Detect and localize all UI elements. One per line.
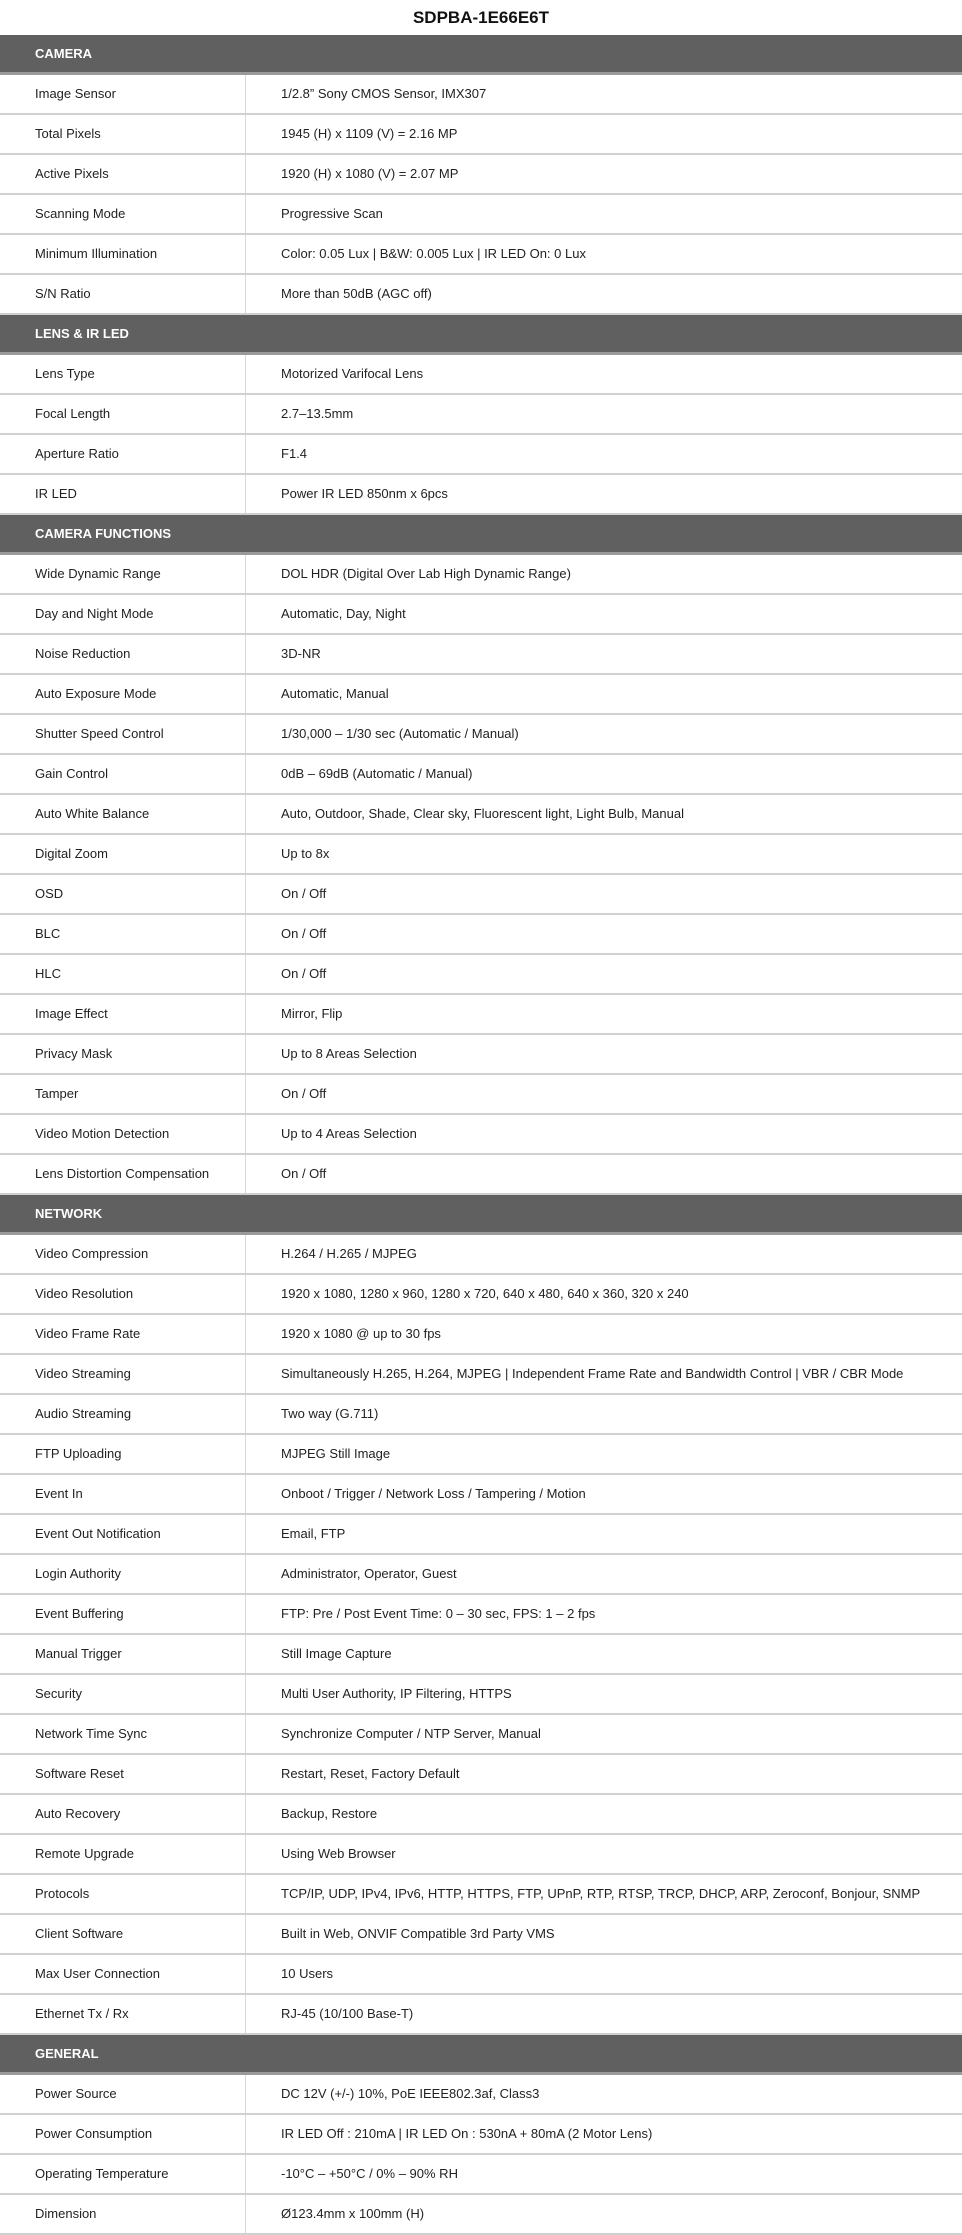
spec-label: Power Source: [0, 2075, 246, 2113]
section-camera-functions: [0, 515, 962, 1195]
spec-row: [0, 1115, 962, 1155]
spec-row: [0, 1235, 962, 1275]
spec-row: [0, 1275, 962, 1315]
spec-row: [0, 1835, 962, 1875]
spec-value: MJPEG Still Image: [281, 1446, 391, 1461]
spec-row: [0, 475, 962, 515]
spec-value: 3D-NR: [281, 646, 321, 661]
spec-row: [0, 1875, 962, 1915]
spec-row: [0, 795, 962, 835]
spec-row: [0, 635, 962, 675]
spec-label: Gain Control: [0, 755, 246, 793]
spec-value: Simultaneously H.265, H.264, MJPEG | Independent Frame Rate and Bandwidth Control | VBR / CBR Mode: [281, 1366, 904, 1381]
spec-row: [0, 1155, 962, 1195]
spec-row: [0, 555, 962, 595]
spec-label: Image Sensor: [0, 75, 246, 113]
spec-row: [0, 955, 962, 995]
spec-value: Email, FTP: [281, 1526, 346, 1541]
spec-value: Up to 8 Areas Selection: [281, 1046, 417, 1061]
spec-value: RJ-45 (10/100 Base-T): [281, 2006, 414, 2021]
spec-row: [0, 235, 962, 275]
spec-value: Automatic, Manual: [281, 686, 389, 701]
spec-row: [0, 1315, 962, 1355]
spec-value: Synchronize Computer / NTP Server, Manual: [281, 1726, 541, 1741]
spec-row: [0, 75, 962, 115]
spec-label: Privacy Mask: [0, 1035, 246, 1073]
spec-label: IR LED: [0, 475, 246, 513]
spec-value: Automatic, Day, Night: [281, 606, 406, 621]
spec-label: Operating Temperature: [0, 2155, 246, 2193]
spec-value: Up to 8x: [281, 846, 330, 861]
spec-row: [0, 1915, 962, 1955]
spec-row: [0, 395, 962, 435]
spec-label: Max User Connection: [0, 1955, 246, 1993]
spec-label: Focal Length: [0, 395, 246, 433]
spec-value: Backup, Restore: [281, 1806, 378, 1821]
section-network: [0, 1195, 962, 2035]
spec-value: 2.7–13.5mm: [281, 406, 354, 421]
spec-row: [0, 875, 962, 915]
spec-value: DC 12V (+/-) 10%, PoE IEEE802.3af, Class3: [281, 2086, 540, 2101]
spec-label: Shutter Speed Control: [0, 715, 246, 753]
spec-row: [0, 675, 962, 715]
spec-row: [0, 1755, 962, 1795]
spec-label: Ethernet Tx / Rx: [0, 1995, 246, 2033]
spec-row: [0, 2075, 962, 2115]
spec-value: Ø123.4mm x 100mm (H): [281, 2206, 425, 2221]
spec-label: Remote Upgrade: [0, 1835, 246, 1873]
spec-row: [0, 1395, 962, 1435]
spec-label: Video Resolution: [0, 1275, 246, 1313]
spec-label: OSD: [0, 875, 246, 913]
spec-value: On / Off: [281, 966, 327, 981]
spec-value: On / Off: [281, 926, 327, 941]
section-header: CAMERA: [0, 35, 962, 75]
spec-value: F1.4: [281, 446, 308, 461]
spec-label: Aperture Ratio: [0, 435, 246, 473]
spec-value: Multi User Authority, IP Filtering, HTTPS: [281, 1686, 512, 1701]
spec-value: Motorized Varifocal Lens: [281, 366, 424, 381]
section-header: GENERAL: [0, 2035, 962, 2075]
spec-label: Image Effect: [0, 995, 246, 1033]
spec-value: 1/30,000 – 1/30 sec (Automatic / Manual): [281, 726, 519, 741]
spec-row: [0, 1995, 962, 2035]
spec-label: Security: [0, 1675, 246, 1713]
spec-row: [0, 115, 962, 155]
spec-value: Power IR LED 850nm x 6pcs: [281, 486, 448, 501]
spec-value: DOL HDR (Digital Over Lab High Dynamic Range): [281, 566, 571, 581]
spec-row: [0, 755, 962, 795]
page-title: SDPBA-1E66E6T: [412, 8, 550, 27]
spec-value: Still Image Capture: [281, 1646, 392, 1661]
spec-row: [0, 1595, 962, 1635]
spec-row: [0, 1715, 962, 1755]
spec-label: Scanning Mode: [0, 195, 246, 233]
spec-label: Day and Night Mode: [0, 595, 246, 633]
spec-value: IR LED Off : 210mA | IR LED On : 530nA + 80mA (2 Motor Lens): [281, 2126, 653, 2141]
spec-row: [0, 195, 962, 235]
spec-row: [0, 1555, 962, 1595]
spec-value: H.264 / H.265 / MJPEG: [281, 1246, 417, 1261]
spec-value: 0dB – 69dB (Automatic / Manual): [281, 766, 473, 781]
spec-row: [0, 595, 962, 635]
spec-label: Event In: [0, 1475, 246, 1513]
spec-row: [0, 1355, 962, 1395]
spec-value: Built in Web, ONVIF Compatible 3rd Party VMS: [281, 1926, 555, 1941]
spec-label: Video Streaming: [0, 1355, 246, 1393]
spec-label: BLC: [0, 915, 246, 953]
spec-label: Software Reset: [0, 1755, 246, 1793]
spec-label: Client Software: [0, 1915, 246, 1953]
spec-label: Auto Exposure Mode: [0, 675, 246, 713]
spec-label: Protocols: [0, 1875, 246, 1913]
spec-row: [0, 1795, 962, 1835]
spec-value: On / Off: [281, 1086, 327, 1101]
spec-label: Video Frame Rate: [0, 1315, 246, 1353]
spec-label: Network Time Sync: [0, 1715, 246, 1753]
spec-row: [0, 1475, 962, 1515]
spec-label: HLC: [0, 955, 246, 993]
spec-row: [0, 715, 962, 755]
spec-label: Auto Recovery: [0, 1795, 246, 1833]
spec-value: TCP/IP, UDP, IPv4, IPv6, HTTP, HTTPS, FTP, UPnP, RTP, RTSP, TRCP, DHCP, ARP, Zeroconf, Bonjour, SNMP: [281, 1886, 921, 1901]
section-general: [0, 2035, 962, 2235]
spec-label: Digital Zoom: [0, 835, 246, 873]
spec-row: [0, 275, 962, 315]
spec-row: [0, 1035, 962, 1075]
spec-row: [0, 435, 962, 475]
spec-label: Total Pixels: [0, 115, 246, 153]
spec-value: Progressive Scan: [281, 206, 383, 221]
spec-row: [0, 1635, 962, 1675]
spec-value: 1945 (H) x 1109 (V) = 2.16 MP: [281, 126, 458, 141]
spec-value: Onboot / Trigger / Network Loss / Tampering / Motion: [281, 1486, 586, 1501]
spec-label: Auto White Balance: [0, 795, 246, 833]
spec-value: Two way (G.711): [281, 1406, 379, 1421]
spec-row: [0, 995, 962, 1035]
spec-label: Video Motion Detection: [0, 1115, 246, 1153]
spec-row: [0, 1955, 962, 1995]
spec-value: On / Off: [281, 886, 327, 901]
section-header: CAMERA FUNCTIONS: [0, 515, 962, 555]
spec-value: FTP: Pre / Post Event Time: 0 – 30 sec, FPS: 1 – 2 fps: [281, 1606, 596, 1621]
spec-label: Event Buffering: [0, 1595, 246, 1633]
section-camera: [0, 35, 962, 315]
spec-label: Tamper: [0, 1075, 246, 1113]
spec-row: [0, 915, 962, 955]
spec-row: [0, 155, 962, 195]
spec-label: Active Pixels: [0, 155, 246, 193]
spec-row: [0, 1515, 962, 1555]
spec-row: [0, 1435, 962, 1475]
spec-label: FTP Uploading: [0, 1435, 246, 1473]
spec-value: -10°C – +50°C / 0% – 90% RH: [281, 2166, 458, 2181]
spec-value: 1/2.8” Sony CMOS Sensor, IMX307: [281, 86, 487, 101]
spec-row: [0, 1675, 962, 1715]
section-header: NETWORK: [0, 1195, 962, 1235]
spec-value: 10 Users: [281, 1966, 334, 1981]
spec-label: Manual Trigger: [0, 1635, 246, 1673]
spec-label: S/N Ratio: [0, 275, 246, 313]
spec-value: On / Off: [281, 1166, 327, 1181]
spec-row: [0, 1075, 962, 1115]
spec-row: [0, 2195, 962, 2235]
spec-value: 1920 x 1080, 1280 x 960, 1280 x 720, 640 x 480, 640 x 360, 320 x 240: [281, 1286, 689, 1301]
spec-value: Mirror, Flip: [281, 1006, 343, 1021]
spec-value: Color: 0.05 Lux | B&W: 0.005 Lux | IR LED On: 0 Lux: [281, 246, 586, 261]
spec-value: 1920 x 1080 @ up to 30 fps: [281, 1326, 441, 1341]
section-lens-ir-led: [0, 315, 962, 515]
spec-row: [0, 2115, 962, 2155]
spec-row: [0, 355, 962, 395]
spec-value: More than 50dB (AGC off): [281, 286, 432, 301]
spec-label: Wide Dynamic Range: [0, 555, 246, 593]
spec-label: Lens Distortion Compensation: [0, 1155, 246, 1193]
spec-value: 1920 (H) x 1080 (V) = 2.07 MP: [281, 166, 459, 181]
spec-label: Noise Reduction: [0, 635, 246, 673]
spec-value: Using Web Browser: [281, 1846, 396, 1861]
spec-table: [0, 35, 962, 2235]
spec-label: Dimension: [0, 2195, 246, 2233]
spec-value: Up to 4 Areas Selection: [281, 1126, 417, 1141]
spec-label: Video Compression: [0, 1235, 246, 1273]
spec-row: [0, 2155, 962, 2195]
spec-value: Restart, Reset, Factory Default: [281, 1766, 460, 1781]
spec-label: Minimum Illumination: [0, 235, 246, 273]
spec-label: Power Consumption: [0, 2115, 246, 2153]
spec-label: Lens Type: [0, 355, 246, 393]
section-header: LENS & IR LED: [0, 315, 962, 355]
spec-label: Login Authority: [0, 1555, 246, 1593]
spec-label: Event Out Notification: [0, 1515, 246, 1553]
spec-row: [0, 835, 962, 875]
spec-value: Administrator, Operator, Guest: [281, 1566, 457, 1581]
spec-value: Auto, Outdoor, Shade, Clear sky, Fluorescent light, Light Bulb, Manual: [281, 806, 684, 821]
spec-label: Audio Streaming: [0, 1395, 246, 1433]
